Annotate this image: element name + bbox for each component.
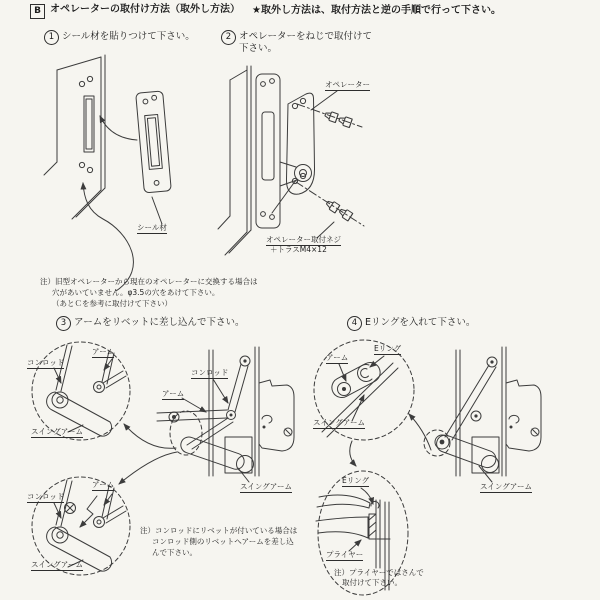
step1-note-line1: 注）旧型オペレーターから現在のオペレーターに交換する場合は bbox=[40, 277, 258, 286]
operator-label: オペレーター bbox=[325, 81, 370, 91]
operator-screw-spec: ＋トラスM4×12 bbox=[270, 245, 327, 254]
step3-note-line1: 注）コンロッドにリベットが付いている場合は bbox=[140, 526, 298, 535]
conrod-label: コンロッド bbox=[27, 493, 64, 503]
step2-title-line2: 下さい。 bbox=[239, 43, 278, 54]
step2-diagram bbox=[218, 66, 364, 255]
swing-arm-label: スイングアーム bbox=[240, 483, 292, 493]
step2-number: 2 bbox=[221, 30, 236, 45]
step3-title: アームをリベットに差し込んで下さい。 bbox=[74, 317, 245, 328]
step3-note-line3: んで下さい。 bbox=[152, 548, 197, 557]
section-mark: B bbox=[30, 4, 45, 19]
step4-number: 4 bbox=[347, 316, 362, 331]
seal-material-label: シール材 bbox=[137, 224, 167, 234]
step4-note-line2: 取付けて下さい。 bbox=[342, 578, 402, 587]
operator-bracket bbox=[286, 93, 314, 194]
arm-label: アーム bbox=[326, 354, 348, 364]
e-ring-label: Eリング bbox=[342, 477, 369, 487]
arm-label: アーム bbox=[92, 481, 114, 491]
step1-title: シール材を貼りつけて下さい。 bbox=[62, 31, 195, 42]
step1-number: 1 bbox=[44, 30, 59, 45]
step3-note-line2: コンロッド側のリベットへアームを差し込 bbox=[152, 537, 294, 546]
step1-note-line3: （あとＣを参考に取付けて下さい） bbox=[52, 299, 172, 308]
step1-note-line2: 穴があいていません。φ3.5の穴をあけて下さい。 bbox=[52, 288, 220, 297]
pliers-drawing bbox=[316, 495, 370, 538]
operator-screw-label: オペレーター取付ネジ bbox=[266, 236, 341, 246]
arm-label: アーム bbox=[92, 348, 114, 358]
conrod-label: コンロッド bbox=[191, 369, 228, 379]
swing-arm-label: スイングアーム bbox=[313, 419, 365, 429]
page-title: オペレーターの取付け方法（取外し方法） bbox=[50, 4, 240, 15]
swing-arm-label: スイングアーム bbox=[31, 428, 83, 438]
arm-label: アーム bbox=[162, 390, 184, 400]
e-ring-label: Eリング bbox=[374, 345, 401, 355]
removal-note: ★取外し方法は、取付方法と逆の手順で行って下さい。 bbox=[252, 5, 501, 16]
seal-plate bbox=[136, 91, 172, 193]
step4-title: Eリングを入れて下さい。 bbox=[365, 317, 476, 328]
step1-diagram bbox=[44, 55, 171, 291]
step4-note-line1: 注）プライヤーではさんで bbox=[334, 568, 424, 577]
pliers-label: プライヤー bbox=[326, 551, 363, 561]
step2-title-line1: オペレーターをねじで取付けて bbox=[239, 31, 373, 42]
step3-detail-top bbox=[32, 342, 130, 440]
swing-arm-label: スイングアーム bbox=[480, 483, 532, 493]
step4-main-diagram bbox=[424, 347, 541, 482]
swing-arm-label: スイングアーム bbox=[31, 561, 83, 571]
conrod-label: コンロッド bbox=[27, 359, 64, 369]
step3-number: 3 bbox=[56, 316, 71, 331]
